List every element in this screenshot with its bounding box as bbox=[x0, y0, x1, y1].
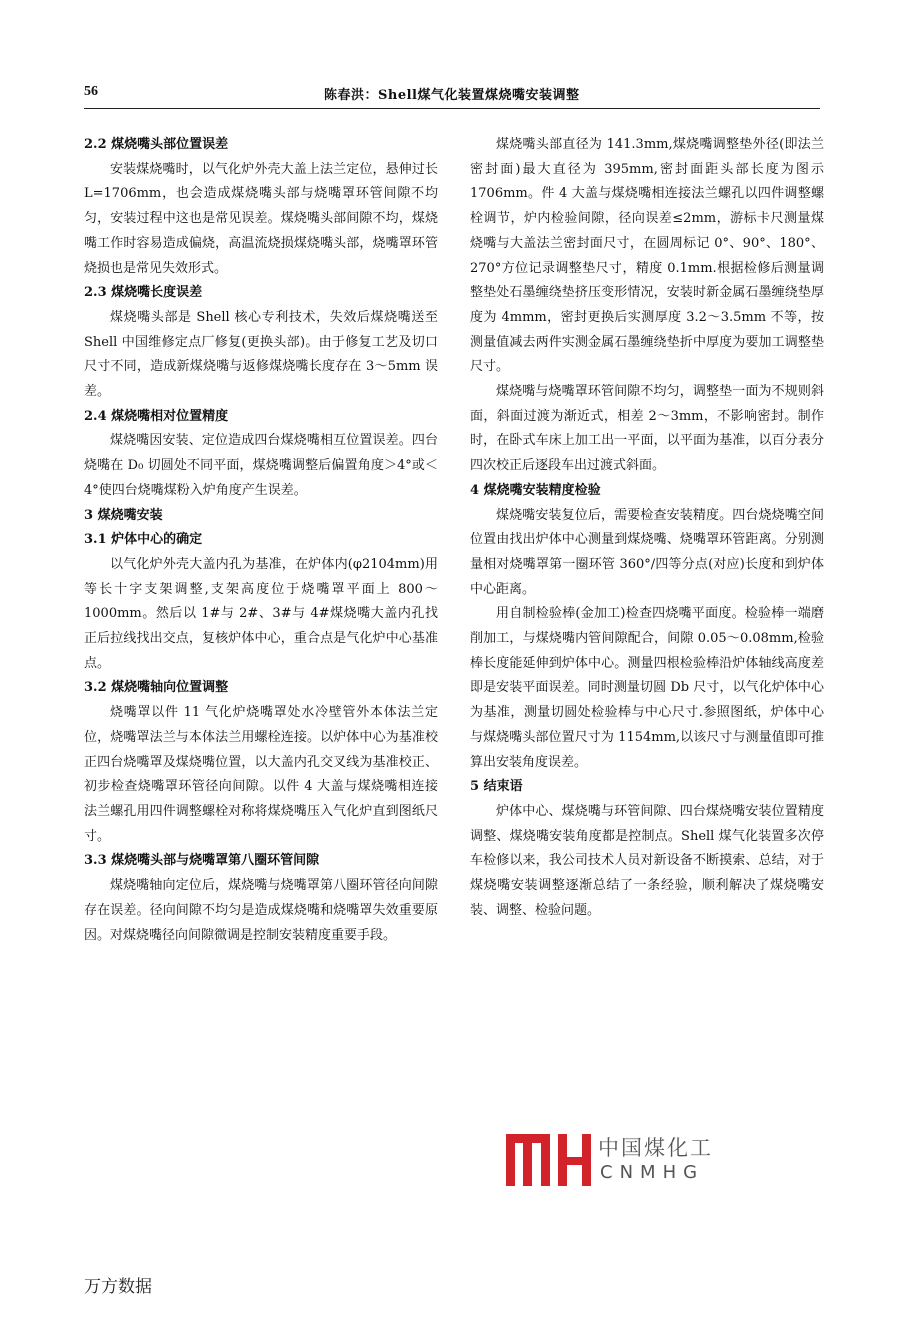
paragraph: 用自制检验棒(金加工)检查四烧嘴平面度。检验棒一端磨削加工，与煤烧嘴内管间隙配合，间隙 0.05～0.08mm,检验棒长度能延伸到炉体中心。测量四根检验棒沿炉体轴线高度差即是安装平面误差。同时测量切圆 Db 尺寸，以气化炉体中心为基准，测量切圆处检验棒与中心尺寸.参照图纸，炉体中心与煤烧嘴头部位置尺寸为 1154mm,以该尺寸与测量值即可推算出安装角度误差。 bbox=[470, 606, 824, 770]
wanfang-watermark: 万方数据 bbox=[84, 1277, 152, 1297]
section-heading: 3.3 煤烧嘴头部与烧嘴罩第八圈环管间隙 bbox=[84, 853, 320, 869]
paragraph: 安装煤烧嘴时，以气化炉外壳大盖上法兰定位，悬伸过长 L=1706mm，也会造成煤烧嘴头部与烧嘴罩环管间隙不均匀，安装过程中这也是常见误差。煤烧嘴头部间隙不均，煤烧嘴工作时容易造成偏烧，高温流烧损煤烧嘴头部，烧嘴罩环管烧损也是常见失效形式。 bbox=[84, 161, 438, 276]
section-heading: 2.4 煤烧嘴相对位置精度 bbox=[84, 408, 229, 424]
logo-english-name: CNMHG bbox=[600, 1162, 705, 1183]
right-column bbox=[470, 133, 824, 924]
paragraph: 炉体中心、煤烧嘴与环管间隙、四台煤烧嘴安装位置精度调整、煤烧嘴安装角度都是控制点。Shell 煤气化装置多次停车检修以来，我公司技术人员对新设备不断摸索、总结，对于煤烧嘴安装调整逐渐总结了一条经验，顺利解决了煤烧嘴安装、调整、检验问题。 bbox=[470, 803, 824, 918]
paragraph: 烧嘴罩以件 11 气化炉烧嘴罩处水冷壁管外本体法兰定位，烧嘴罩法兰与本体法兰用螺栓连接。以炉体中心为基准校正四台烧嘴罩及煤烧嘴位置，以大盖内孔交叉线为基准校正、初步检查烧嘴罩环管径向间隙。以件 4 大盖与煤烧嘴相连接法兰螺孔用四件调整螺栓对称将煤烧嘴压入气化炉直到图纸尺寸。 bbox=[84, 705, 438, 844]
page-number: 56 bbox=[84, 84, 98, 99]
logo-chinese-name: 中国煤化工 bbox=[598, 1136, 713, 1160]
section-heading: 3.1 炉体中心的确定 bbox=[84, 532, 203, 548]
running-head-title: 陈春洪：Shell煤气化装置煤烧嘴安装调整 bbox=[324, 88, 580, 103]
paragraph: 煤烧嘴因安装、定位造成四台煤烧嘴相互位置误差。四台烧嘴在 D₀ 切圆处不同平面，煤烧嘴调整后偏置角度＞4°或＜4°使四台烧嘴煤粉入炉角度产生误差。 bbox=[84, 433, 438, 498]
paragraph: 煤烧嘴头部是 Shell 核心专利技术，失效后煤烧嘴送至 Shell 中国维修定点厂修复(更换头部)。由于修复工艺及切口尺寸不同，造成新煤烧嘴与返修煤烧嘴长度存在 3～5mm 误差。 bbox=[84, 309, 438, 400]
section-heading: 5 结束语 bbox=[470, 779, 523, 795]
paragraph: 煤烧嘴头部直径为 141.3mm,煤烧嘴调整垫外径(即法兰密封面)最大直径为 395mm,密封面距头部长度为图示 1706mm。件 4 大盖与煤烧嘴相连接法兰螺孔以四件调整螺栓调节，炉内检验间隙，径向误差≤2mm，游标卡尺测量煤烧嘴与大盖法兰密封面尺寸，在圆周标记 0°、90°、180°、270°方位记录调整垫尺寸，精度 0.1mm.根据检修后测量调整垫处石墨缠绕垫挤压变形情况，安装时新金属石墨缠绕垫厚度为 4mmm，密封更换后实测厚度 3.2～3.5mm 不等，按测量值减去两件实测金属石墨缠绕垫折中厚度为要加工调整垫尺寸。 bbox=[470, 137, 824, 375]
section-heading: 4 煤烧嘴安装精度检验 bbox=[470, 482, 601, 498]
running-header bbox=[84, 84, 820, 109]
paragraph: 煤烧嘴轴向定位后，煤烧嘴与烧嘴罩第八圈环管径向间隙存在误差。径向间隙不均匀是造成煤烧嘴和烧嘴罩失效重要原因。对煤烧嘴径向间隙微调是控制安装精度重要手段。 bbox=[84, 878, 438, 943]
cnmhg-logo bbox=[506, 1130, 716, 1190]
section-heading: 2.3 煤烧嘴长度误差 bbox=[84, 285, 203, 301]
left-column bbox=[84, 133, 438, 948]
section-heading: 3 煤烧嘴安装 bbox=[84, 507, 163, 523]
cnmhg-logo-mark bbox=[506, 1130, 594, 1190]
paragraph: 以气化炉外壳大盖内孔为基准，在炉体内(φ2104mm)用等长十字支架调整,支架高度位于烧嘴罩平面上 800～1000mm。然后以 1#与 2#、3#与 4#煤烧嘴大盖内孔找正后拉线找出交点，复核炉体中心，重合点是气化炉中心基准点。 bbox=[84, 556, 438, 671]
section-heading: 3.2 煤烧嘴轴向位置调整 bbox=[84, 680, 229, 696]
paragraph: 煤烧嘴与烧嘴罩环管间隙不均匀，调整垫一面为不规则斜面，斜面过渡为渐近式，相差 2～3mm，不影响密封。制作时，在卧式车床上加工出一平面，以平面为基准，以百分表分四次校正后逐段车出过渡式斜面。 bbox=[470, 384, 824, 474]
section-heading: 2.2 煤烧嘴头部位置误差 bbox=[84, 137, 229, 152]
paragraph: 煤烧嘴安装复位后，需要检查安装精度。四台烧烧嘴空间位置由找出炉体中心测量到煤烧嘴、烧嘴罩环管距离。分别测量相对烧嘴罩第一圈环管 360°/四等分点(对应)长度和到炉体中心距离。 bbox=[470, 507, 824, 597]
